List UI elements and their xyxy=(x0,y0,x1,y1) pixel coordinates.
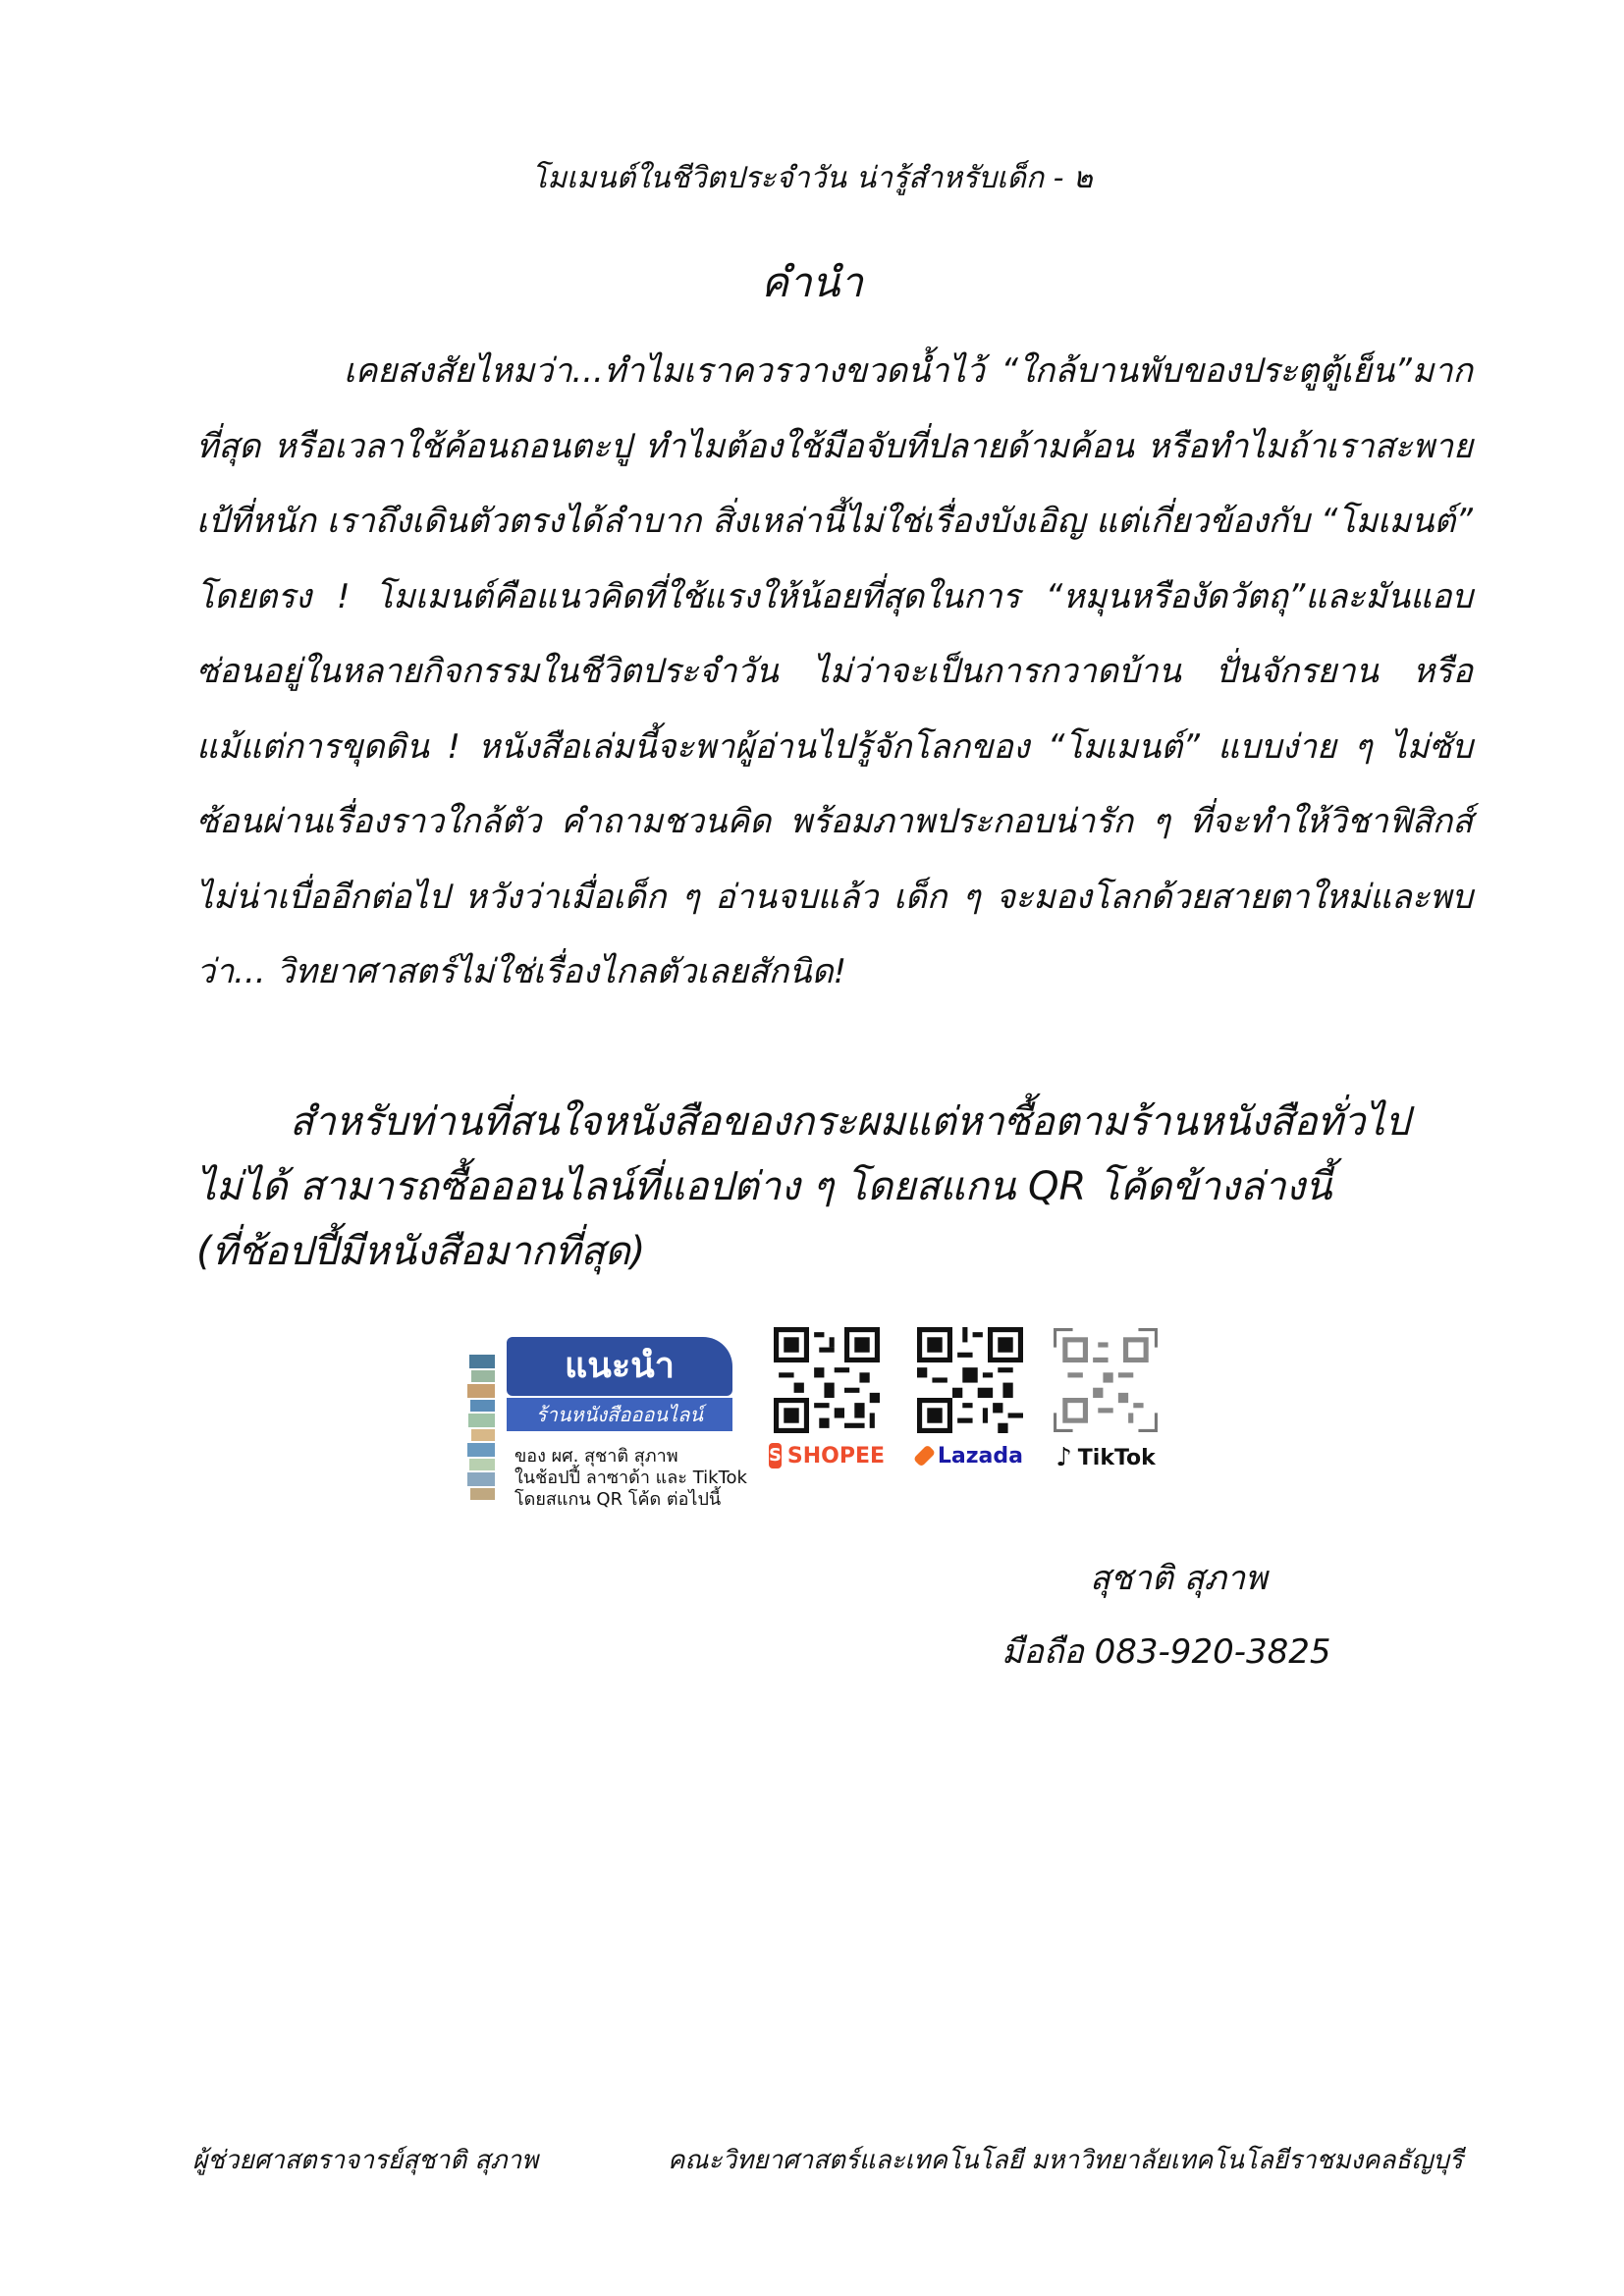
purchase-line-3: (ที่ช้อปปี้มีหนังสือมากที่สุด) xyxy=(196,1229,646,1274)
shopee-icon: S xyxy=(769,1443,782,1468)
purchase-paragraph xyxy=(196,1090,1473,1284)
books-icon xyxy=(467,1355,497,1502)
shopee-qr-code[interactable] xyxy=(774,1327,880,1433)
foreword-paragraph: เคยสงสัยไหมว่า...ทำไมเราควรวางขวดน้ำไว้ “ใกล้บานพับของประตูตู้เย็น”มากที่สุด หรือเวลาใช้ค้อนถอนตะปู ทำไมต้องใช้มือจับที่ปลายด้ามค้อน หรือทำไมถ้าเราสะพายเป้ที่หนัก เราถึงเดินตัวตรงได้ลำบาก สิ่งเหล่านี้ไม่ใช่เรื่องบังเอิญ แต่เกี่ยวข้องกับ “โมเมนต์” โดยตรง ! โมเมนต์คือแนวคิดที่ใช้แรงให้น้อยที่สุดในการ “หมุนหรืองัดวัตถุ”และมันแอบซ่อนอยู่ในหลายกิจกรรมในชีวิตประจำวัน ไม่ว่าจะเป็นการกวาดบ้าน ปั่นจักรยาน หรือแม้แต่การขุดดิน ! หนังสือเล่มนี้จะพาผู้อ่านไปรู้จักโลกของ “โมเมนต์” แบบง่าย ๆ ไม่ซับซ้อนผ่านเรื่องราวใกล้ตัว คำถามชวนคิด พร้อมภาพประกอบน่ารัก ๆ ที่จะทำให้วิชาฟิสิกส์ไม่น่าเบื่ออีกต่อไป หวังว่าเมื่อเด็ก ๆ อ่านจบแล้ว เด็ก ๆ จะมองโลกด้วยสายตาใหม่และพบว่า... วิทยาศาสตร์ไม่ใช่เรื่องไกลตัวเลยสักนิด! xyxy=(196,351,1473,991)
shopee-label xyxy=(768,1443,886,1468)
recommend-heading: แนะนำ xyxy=(507,1337,732,1396)
tiktok-label xyxy=(1053,1443,1159,1472)
author-phone: มือถือ 083-920-3825 xyxy=(1001,1632,1331,1672)
tiktok-icon: ♪ xyxy=(1056,1443,1072,1472)
lazada-qr-block[interactable] xyxy=(917,1327,1023,1468)
recommend-line-2: ในช้อปปี้ ลาซาด้า และ TikTok xyxy=(514,1468,747,1488)
section-title: คำนำ xyxy=(761,258,863,306)
recommend-line-1: ของ ผศ. สุชาติ สุภาพ xyxy=(514,1446,678,1467)
lazada-name: Lazada xyxy=(937,1443,1023,1468)
shopee-name: SHOPEE xyxy=(786,1443,886,1468)
lazada-qr-code[interactable] xyxy=(917,1327,1023,1433)
tiktok-qr-block[interactable] xyxy=(1053,1327,1159,1472)
shopee-qr-block[interactable] xyxy=(768,1327,886,1468)
lazada-icon xyxy=(913,1444,936,1467)
online-store-banner xyxy=(467,1325,1164,1510)
purchase-line-1: สำหรับท่านที่สนใจหนังสือของกระผมแต่หาซื้อตามร้านหนังสือทั่วไป xyxy=(290,1099,1410,1145)
tiktok-qr-code[interactable] xyxy=(1053,1327,1159,1433)
footer-author: ผู้ช่วยศาสตราจารย์สุชาติ สุภาพ xyxy=(192,2146,539,2175)
recommend-card xyxy=(467,1325,762,1510)
running-header: โมเมนต์ในชีวิตประจำวัน น่ารู้สำหรับเด็ก - ๒ xyxy=(531,161,1093,195)
recommend-subheading: ร้านหนังสือออนไลน์ xyxy=(507,1398,732,1431)
purchase-line-2: ไม่ได้ สามารถซื้อออนไลน์ที่แอปต่าง ๆ โดยสแกน QR โค้ดข้างล่างนี้ xyxy=(196,1164,1332,1209)
author-signature-name: สุชาติ สุภาพ xyxy=(1090,1559,1268,1598)
lazada-label xyxy=(917,1443,1023,1468)
recommend-line-3: โดยสแกน QR โค้ด ต่อไปนี้ xyxy=(514,1489,722,1510)
footer-affiliation: คณะวิทยาศาสตร์และเทคโนโลยี มหาวิทยาลัยเทคโนโลยีราชมงคลธัญบุรี xyxy=(668,2146,1463,2175)
tiktok-name: TikTok xyxy=(1077,1445,1156,1470)
